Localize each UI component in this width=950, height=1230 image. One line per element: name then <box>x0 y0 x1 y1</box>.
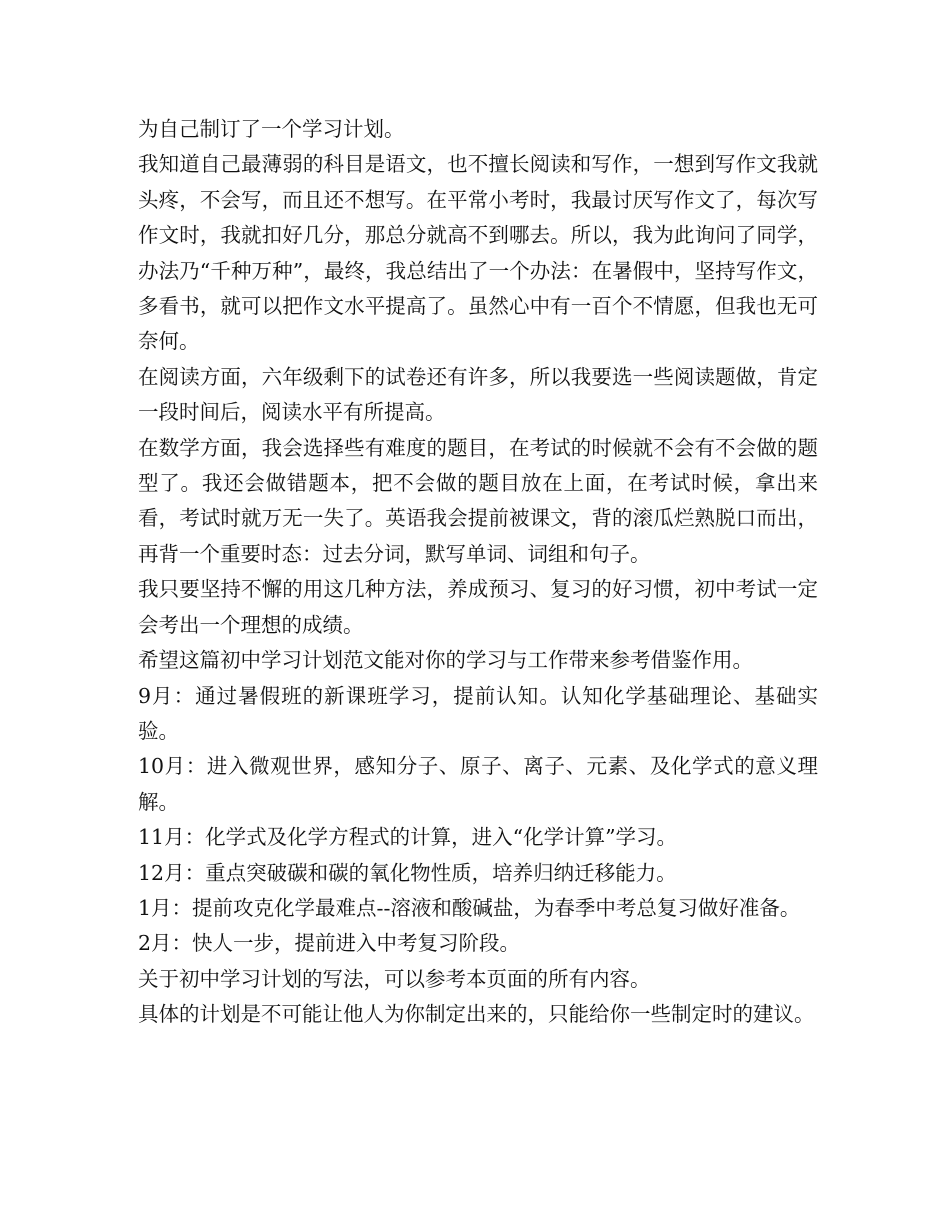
paragraph-3: 在阅读方面，六年级剩下的试卷还有许多，所以我要选一些阅读题做，肯定一段时间后，阅读水平有所提高。 <box>138 364 818 425</box>
paragraph-10: 12月：重点突破碳和碳的氧化物性质，培养归纳迁移能力。 <box>138 860 677 885</box>
paragraph-1: 为自己制订了一个学习计划。 <box>138 117 405 141</box>
paragraph-5: 我只要坚持不懈的用这几种方法，养成预习、复习的好习惯，初中考试一定会考出一个理想的成绩。 <box>138 577 818 637</box>
paragraph-2: 我知道自己最薄弱的科目是语文，也不擅长阅读和写作，一想到写作文我就头疼，不会写，而且还不想写。在平常小考时，我最讨厌写作文了，每次写作文时，我就扣好几分，那总分就高不到哪去。所以，我为此询问了同学，办法乃“千种万种”，最终，我总结出了一个办法：在暑假中，坚持写作文，多看书，就可以把作文水平提高了。虽然心中有一百个不情愿，但我也无可奈何。 <box>138 152 818 354</box>
document-body <box>138 112 818 1033</box>
paragraph-9: 11月：化学式及化学方程式的计算，进入“化学计算”学习。 <box>138 825 678 850</box>
paragraph-13: 关于初中学习计划的写法，可以参考本页面的所有内容。 <box>138 966 651 991</box>
paragraph-7: 9月：通过暑假班的新课班学习，提前认知。认知化学基础理论、基础实验。 <box>138 683 818 743</box>
paragraph-4: 在数学方面，我会选择些有难度的题目，在考试的时候就不会有不会做的题型了。我还会做错题本，把不会做的题目放在上面，在考试时候，拿出来看，考试时就万无一失了。英语我会提前被课文，背的滚瓜烂熟脱口而出，再背一个重要时态：过去分词，默写单词、词组和句子。 <box>138 435 818 566</box>
paragraph-12: 2月：快人一步，提前进入中考复习阶段。 <box>138 931 521 956</box>
paragraph-11: 1月：提前攻克化学最难点--溶液和酸碱盐，为春季中考总复习做好准备。 <box>138 895 801 920</box>
paragraph-6: 希望这篇初中学习计划范文能对你的学习与工作带来参考借鉴作用。 <box>138 648 753 673</box>
paragraph-14: 具体的计划是不可能让他人为你制定出来的，只能给你一些制定时的建议。 <box>138 1002 815 1027</box>
paragraph-8: 10月：进入微观世界，感知分子、原子、离子、元素、及化学式的意义理解。 <box>138 754 818 814</box>
